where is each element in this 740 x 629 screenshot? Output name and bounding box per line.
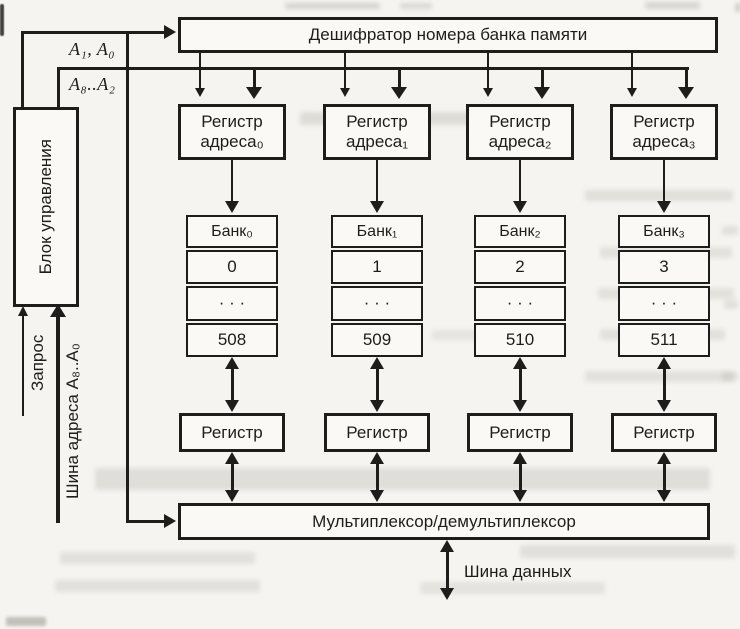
bank-title: Банк₃ xyxy=(618,215,710,248)
arrowhead-down-into-mux xyxy=(657,490,671,502)
arrowhead-down-into-ioreg xyxy=(657,400,671,412)
arrowhead-databus-down xyxy=(440,588,454,600)
bank-cell: 0 xyxy=(186,250,278,284)
bank-cell-ellipsis: · · · xyxy=(331,286,423,320)
bank-title: Банк₀ xyxy=(186,215,278,248)
address-bits-line xyxy=(685,68,688,88)
io-register-box-3 xyxy=(611,413,717,452)
address-register-box-3 xyxy=(610,104,718,160)
address-register-label-line1: Регистр xyxy=(346,112,408,132)
arrowhead-address-down xyxy=(678,87,694,99)
io-register-label: Регистр xyxy=(346,422,408,442)
ioreg-mux-bidir-line xyxy=(663,461,666,493)
arrowhead-into-bank xyxy=(657,201,671,213)
bank-cell: 508 xyxy=(186,323,278,357)
bank-cell-ellipsis: · · · xyxy=(186,286,278,320)
io-register-label: Регистр xyxy=(201,422,263,442)
bank-cell-ellipsis: · · · xyxy=(474,286,566,320)
signal-label-a8a2: A₈..A₂ xyxy=(69,74,116,94)
bank-title: Банк₁ xyxy=(331,215,423,248)
bank-cell: 509 xyxy=(331,323,423,357)
io-register-label: Регистр xyxy=(633,422,695,442)
control-unit-label: Блок управления xyxy=(36,139,56,275)
bank-box-3 xyxy=(618,215,710,357)
signal-label-a1a0: A₁, A₀ xyxy=(69,39,116,59)
address-register-label-line1: Регистр xyxy=(201,112,263,132)
bank-cell: 3 xyxy=(618,250,710,284)
arrowhead-select-down xyxy=(627,88,637,97)
register-to-bank-line xyxy=(663,159,665,203)
data-bus-label: Шина данных xyxy=(464,562,572,581)
data-bus-line xyxy=(446,550,449,590)
bank-cell: 510 xyxy=(474,323,566,357)
bank-ioreg-bidir-line xyxy=(663,366,666,404)
bank-title: Банк₂ xyxy=(474,215,566,248)
address-register-label-line2: адреса₂ xyxy=(488,132,552,151)
bank-cell: 1 xyxy=(331,250,423,284)
mux-demux-label: Мультиплексор/демультиплексор xyxy=(312,511,576,531)
address-register-label-line1: Регистр xyxy=(633,112,695,132)
address-register-label-line2: адреса₀ xyxy=(200,132,264,151)
io-register-label: Регистр xyxy=(489,422,551,442)
address-register-label-line2: адреса₃ xyxy=(632,132,696,151)
bank-cell-ellipsis: · · · xyxy=(618,286,710,320)
decoder-label: Дешифратор номера банка памяти xyxy=(308,25,588,45)
mux-demux-box xyxy=(178,503,710,540)
request-label: Запрос xyxy=(28,334,47,392)
address-register-label-line2: адреса₁ xyxy=(346,132,408,151)
bank-cell: 511 xyxy=(618,323,710,357)
address-bus-label: Шина адреса A₈..A₀ xyxy=(63,343,82,499)
bank-cell: 2 xyxy=(474,250,566,284)
decoder-select-line xyxy=(631,53,633,89)
address-register-label-line1: Регистр xyxy=(489,112,551,132)
